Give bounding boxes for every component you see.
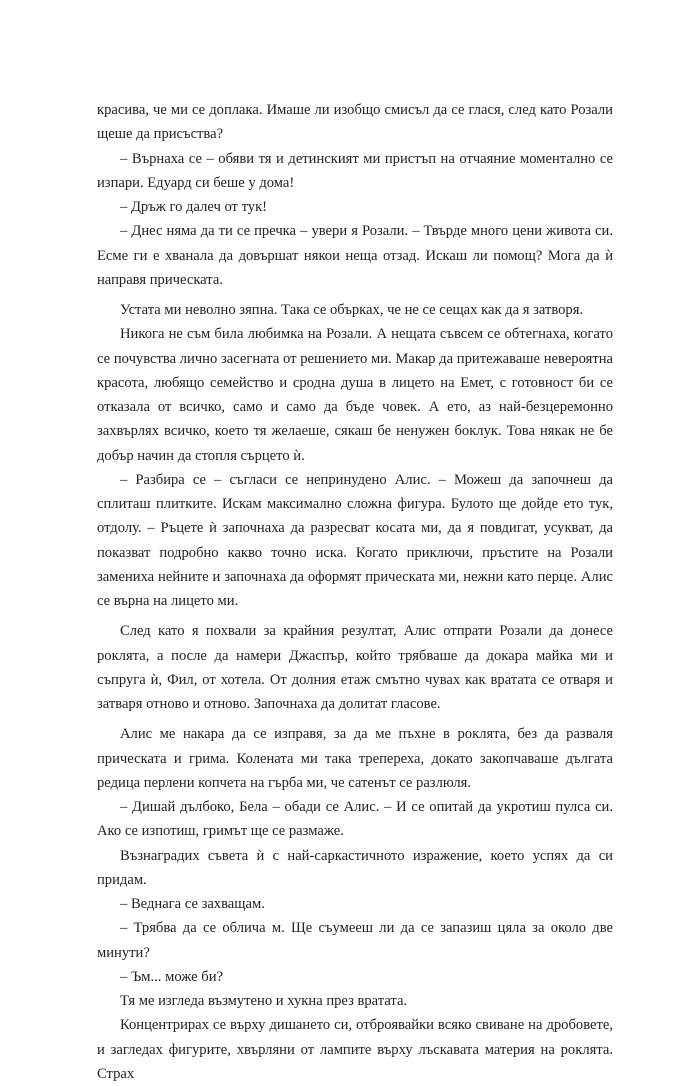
- paragraph: – Днес няма да ти се пречка – увери я Розали. – Твърде много цени живота си. Есме ги е хванала да довършат някои неща отзад. Искаш ли помощ? Мога да ѝ направя прическата.: [97, 223, 613, 288]
- paragraph: Устата ми неволно зяпна. Така се объркаx, че не се сещах как да я затворя.: [120, 302, 584, 318]
- paragraph: Тя ме изгледа възмутено и хукна през вратата.: [120, 993, 408, 1009]
- paragraph: Концентрирах се върху дишането си, отброявайки всяко свиване на дробовете, и загледах фигурите, хвърляни от лампите върху лъскавата материя на роклята. Страх: [97, 1017, 613, 1082]
- paragraph: Никога не съм била любимка на Розали. А нещата съвсем се обтегнаха, когато се почувства лично засегната от решението ми. Макар да притежаваше невероятна красота, любящо семейство и сродна душа в лицето на Емет, с готовност би се отказала от всичко, само и само да бъде човек. А ето, аз най-безцеремонно захвърлях всичко, което тя желаеше, сякаш бе ненужен боклук. Това някак не бе добър начин да стопля сърцето ѝ.: [97, 326, 613, 464]
- paragraph: – Веднага се захващам.: [120, 896, 265, 912]
- paragraph: красива, че ми се доплака. Имаше ли изобщо смисъл да се глася, след като Розали щеше да присъства?: [97, 102, 613, 143]
- paragraph: – Трябва да се облича м. Ще съумееш ли да се запазиш цяла за около две минути?: [97, 920, 613, 961]
- paragraph: Възнаградих съвета ѝ с най-саркастичното изражение, което успях да си придам.: [97, 847, 613, 888]
- page-text-body: [97, 98, 613, 1086]
- paragraph: Алис ме накара да се изправя, за да ме пъхне в роклята, без да разваля прическата и грима. Колената ми така трепереха, докато закопчаваше дългата редица перлени копчета на гърба ми, че сатенът се разлюля.: [97, 726, 613, 791]
- paragraph: След като я похвали за крайния резултат, Алис отпрати Розали да донесе роклята, а после да намери Джаспър, който трябваше да докара майка ми и съпруга ѝ, Фил, от хотела. От долния етаж смътно чувах как вратата се отваря и затваря отново и отново. Започнаха да долитат гласове.: [97, 623, 613, 712]
- paragraph: – Ъм... може би?: [120, 968, 223, 985]
- paragraph: – Дръж го далеч от тук!: [120, 199, 268, 215]
- paragraph: – Върнаха се – обяви тя и детинският ми пристъп на отчаяние моментално се изпари. Едуард си беше у дома!: [97, 150, 613, 191]
- paragraph: – Дишай дълбоко, Бела – обади се Алис. – И се опитай да укротиш пулса си. Ако се изпотиш, гримът ще се размаже.: [97, 799, 613, 840]
- paragraph: – Разбира се – съгласи се непринудено Алис. – Можеш да започнеш да сплиташ плитките. Искам максимално сложна фигура. Булото ще дойде ето тук, отдолу. – Ръцете ѝ започнаха да разресват косата ми, да я повдигат, усукват, да показват подробно какво точно иска. Когато приключи, пръстите на Розали замениха нейните и започнаха да оформят прическата ми, нежни като перце. Алис се върна на лицето ми.: [97, 471, 613, 609]
